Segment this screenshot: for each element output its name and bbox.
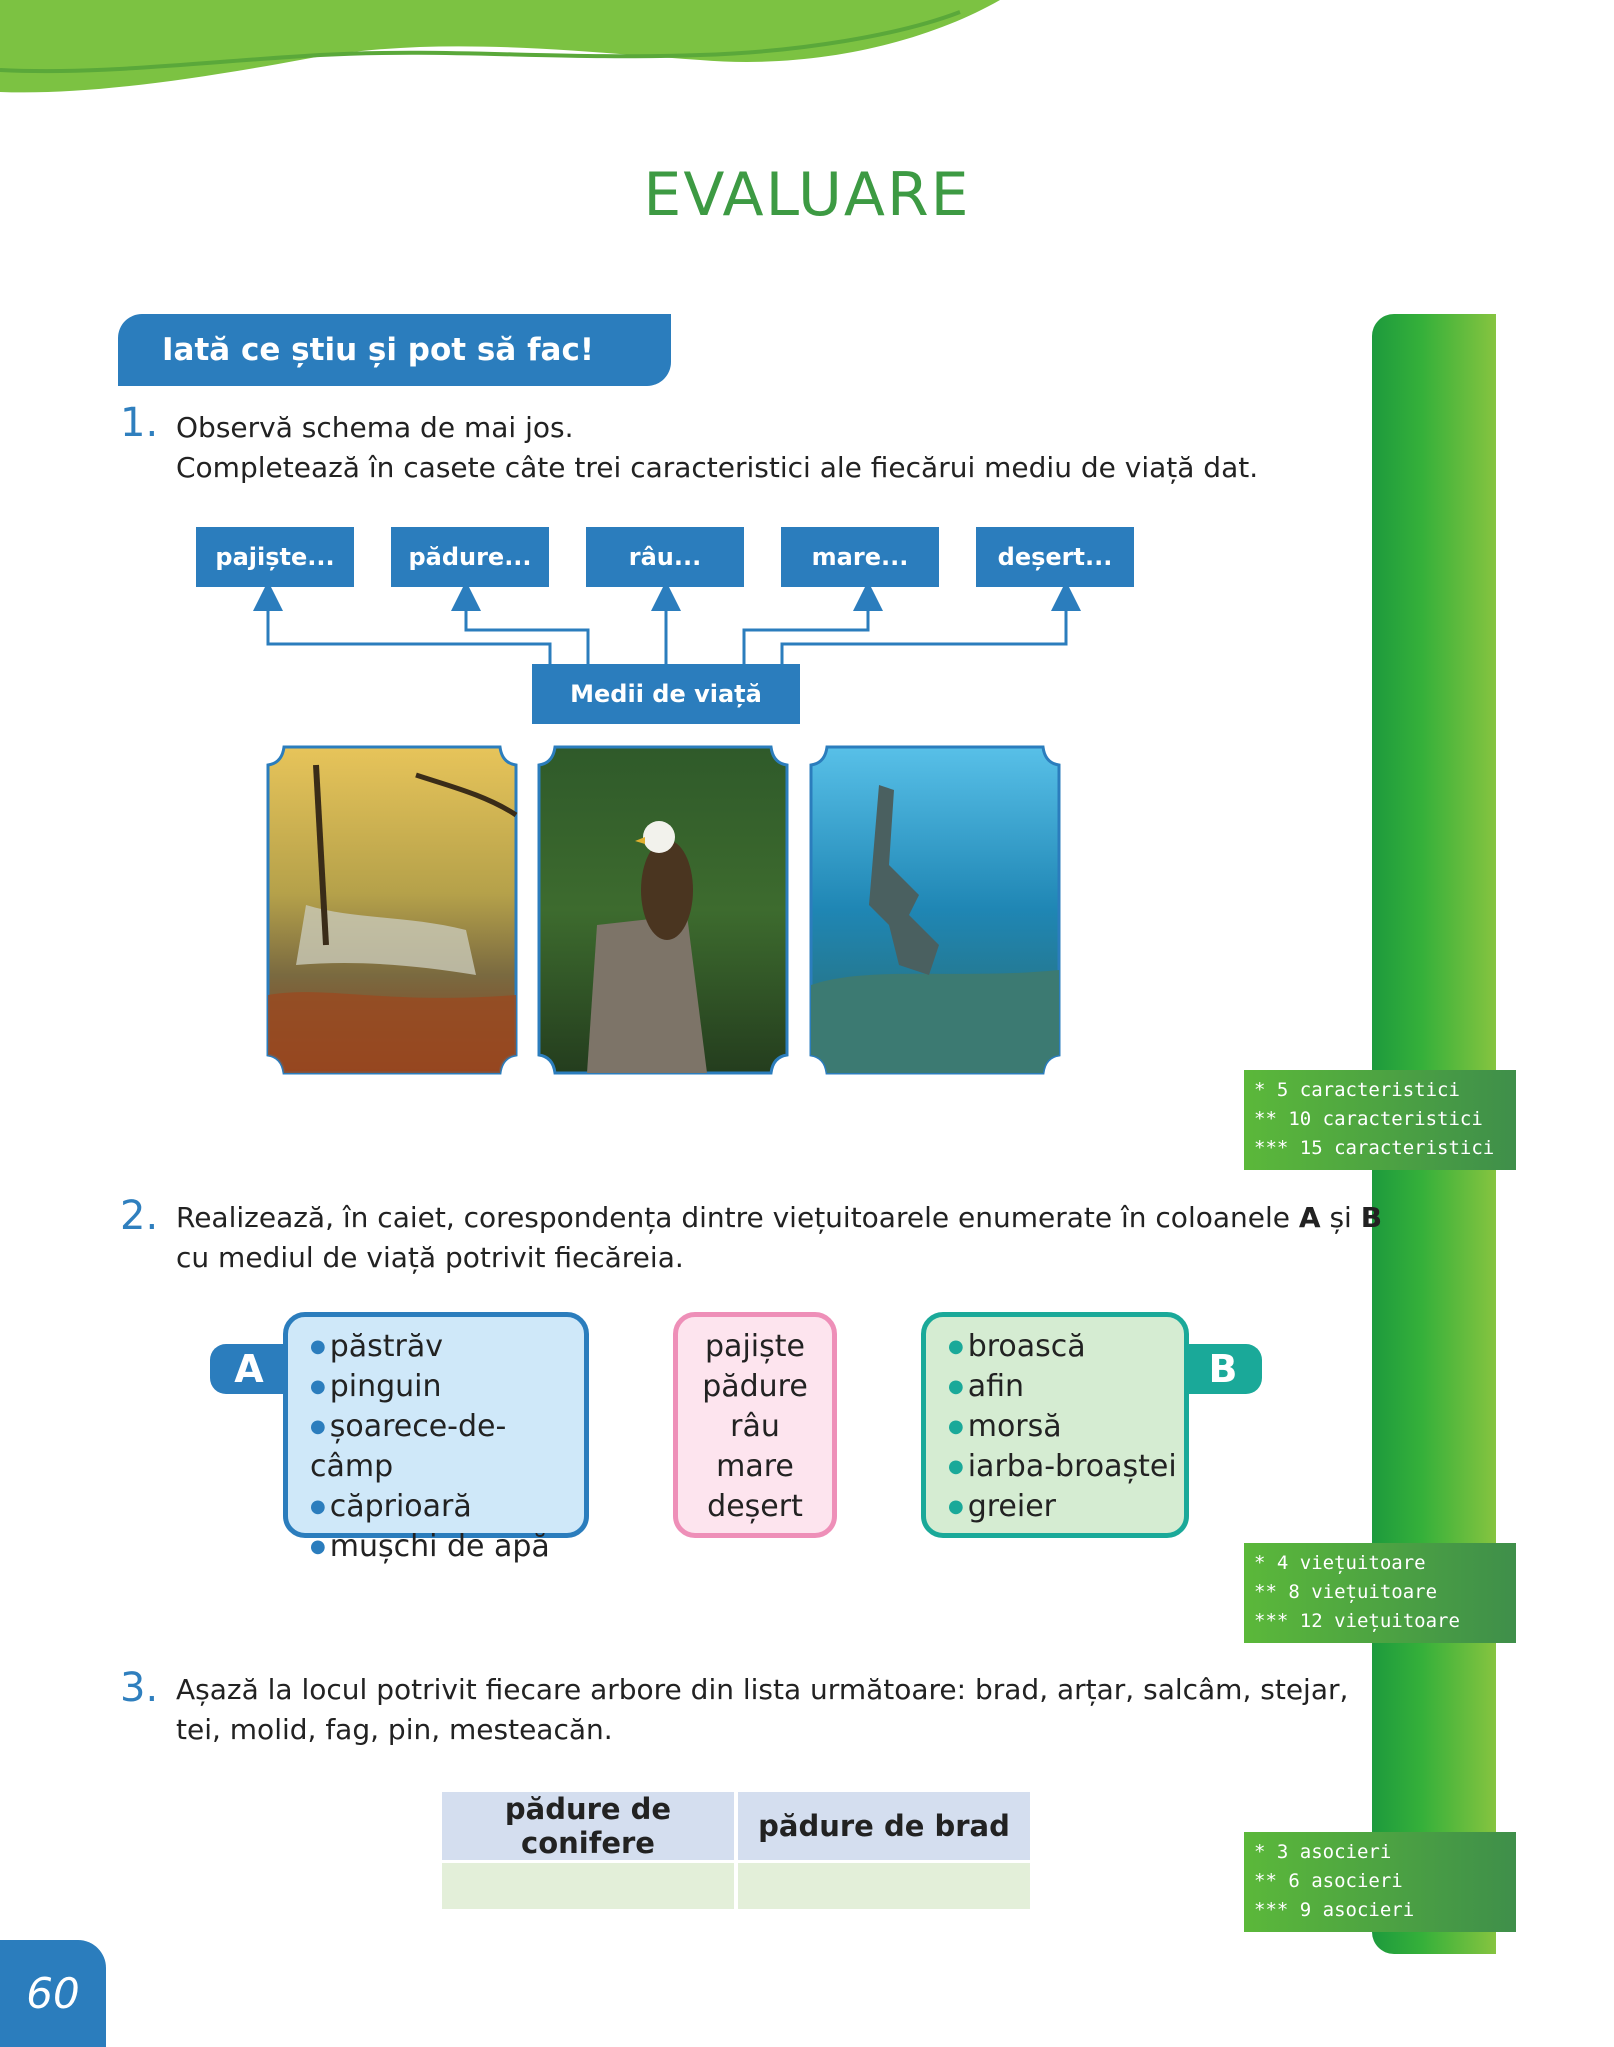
table-cell-conifere[interactable]: [442, 1862, 736, 1910]
q1-number: 1.: [120, 400, 159, 446]
q2-number: 2.: [120, 1193, 159, 1239]
column-a-item: ● pinguin: [310, 1369, 442, 1404]
underwater-coral-photo: [809, 745, 1061, 1075]
table-cell-brad[interactable]: [736, 1862, 1032, 1910]
column-b-box: [921, 1312, 1189, 1538]
table-row: [442, 1862, 1032, 1910]
habitat-item: pajiște: [705, 1329, 805, 1364]
column-a-tag: A: [210, 1344, 288, 1394]
column-b-item: ● iarba-broaștei: [948, 1449, 1177, 1484]
column-b-tag: B: [1184, 1344, 1262, 1394]
score-q3-level3: *** 9 asocieri: [1254, 1899, 1415, 1921]
habitat-box-padure: pădure...: [391, 527, 549, 587]
score-q1-level2: ** 10 caracteristici: [1254, 1108, 1483, 1130]
page-number: 60: [0, 1940, 106, 2047]
habitats-box: [673, 1312, 837, 1538]
table-header-row: [442, 1792, 1032, 1862]
column-b-item: ● greier: [948, 1489, 1057, 1524]
forest-stream-photo: [266, 745, 518, 1075]
habitat-box-pajiste: pajiște...: [196, 527, 354, 587]
q2-text-a: Realizează, în caiet, corespondența dintre viețuitoarele enumerate în coloanele: [176, 1201, 1299, 1234]
q3-number: 3.: [120, 1665, 159, 1711]
score-q3-level2: ** 6 asocieri: [1254, 1870, 1403, 1892]
habitat-item: râu: [730, 1409, 780, 1444]
habitat-item: deșert: [707, 1489, 803, 1524]
q2-text-b: și: [1320, 1201, 1361, 1234]
center-box-medii: Medii de viață: [532, 664, 800, 724]
q1-line2: Completează în casete câte trei caracteristici ale fiecărui mediu de viață dat.: [176, 451, 1259, 484]
score-q1-level1: * 5 caracteristici: [1254, 1079, 1460, 1101]
q2-line2: cu mediul de viață potrivit fiecăreia.: [176, 1241, 684, 1274]
table-header-conifere: pădure de conifere: [442, 1792, 736, 1862]
score-box-q1: [1244, 1070, 1516, 1170]
column-a-item: ● căprioară: [310, 1489, 472, 1524]
score-q2-level3: *** 12 viețuitoare: [1254, 1610, 1460, 1632]
column-b-item: ● morsă: [948, 1409, 1062, 1444]
q2-bold-a: A: [1298, 1201, 1321, 1234]
q2-bold-b: B: [1360, 1201, 1383, 1234]
score-q1-level3: *** 15 caracteristici: [1254, 1137, 1495, 1159]
column-b-item: ● afin: [948, 1369, 1025, 1404]
habitat-item: mare: [716, 1449, 794, 1484]
score-q2-level1: * 4 viețuitoare: [1254, 1552, 1426, 1574]
section-banner: Iată ce știu și pot să fac!: [118, 314, 671, 386]
column-a-item: ● șoarece-de-câmp: [310, 1409, 507, 1484]
score-box-q3: [1244, 1832, 1516, 1932]
score-q3-level1: * 3 asocieri: [1254, 1841, 1392, 1863]
habitat-box-rau: râu...: [586, 527, 744, 587]
page-title: EVALUARE: [643, 160, 971, 230]
habitat-item: pădure: [702, 1369, 808, 1404]
habitat-box-mare: mare...: [781, 527, 939, 587]
eagle-forest-photo: [537, 745, 789, 1075]
column-a-box: [283, 1312, 589, 1564]
habitat-box-desert: deșert...: [976, 527, 1134, 587]
q2-line1: [176, 1198, 1382, 1238]
trees-table: [442, 1792, 1034, 1909]
column-a-item: ● mușchi de apă: [310, 1529, 550, 1564]
table-header-brad: pădure de brad: [736, 1792, 1032, 1862]
q1-line1: Observă schema de mai jos.: [176, 411, 574, 444]
q3-line2: tei, molid, fag, pin, mesteacăn.: [176, 1713, 613, 1746]
score-q2-level2: ** 8 viețuitoare: [1254, 1581, 1438, 1603]
column-a-item: ● păstrăv: [310, 1329, 444, 1364]
q3-line1: Așază la locul potrivit fiecare arbore din lista următoare: brad, arțar, salcâm, stejar,: [176, 1673, 1349, 1706]
column-b-item: ● broască: [948, 1329, 1086, 1364]
score-box-q2: [1244, 1543, 1516, 1643]
